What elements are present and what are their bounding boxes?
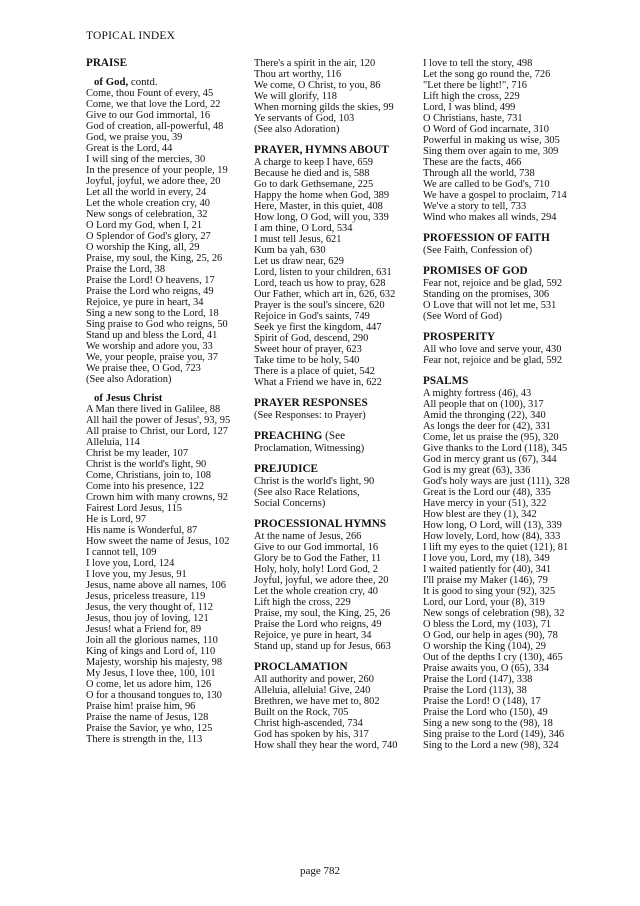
index-entry: Lord, I was blind, 499 — [423, 102, 516, 113]
index-entry: Rejoice in God's saints, 749 — [254, 311, 370, 322]
index-entry: O God, our help in ages (90), 78 — [423, 630, 558, 641]
index-entry: Jesus, priceless treasure, 119 — [86, 591, 206, 602]
index-entry: O worship the King, all, 29 — [86, 242, 200, 253]
index-entry: What a Friend we have in, 622 — [254, 377, 382, 388]
index-entry: Ye servants of God, 103 — [254, 113, 355, 124]
index-entry: Here, Master, in this quiet, 408 — [254, 201, 383, 212]
index-entry: All people that on (100), 317 — [423, 399, 544, 410]
index-entry: Thou art worthy, 116 — [254, 69, 342, 80]
index-entry: Sing to the Lord a new (98), 324 — [423, 740, 559, 751]
entry-list — [254, 674, 419, 751]
index-entry: Sing them over again to me, 309 — [423, 146, 559, 157]
index-entry: I will sing of the mercies, 30 — [86, 154, 206, 165]
index-entry: I love you, my Jesus, 91 — [86, 569, 187, 580]
index-entry: Praise the name of Jesus, 128 — [86, 712, 209, 723]
heading-label: PREACHING — [254, 430, 323, 442]
index-entry: Great is the Lord our (48), 335 — [423, 487, 551, 498]
index-entry: Christ be my leader, 107 — [86, 448, 189, 459]
subheading-of-god — [86, 77, 256, 88]
index-entry: God of creation, all-powerful, 48 — [86, 121, 224, 132]
index-entry: Let the whole creation cry, 40 — [86, 198, 210, 209]
section-heading-preaching — [254, 431, 419, 442]
index-entry: How sweet the name of Jesus, 102 — [86, 536, 230, 547]
index-entry: Have mercy in your (51), 322 — [423, 498, 547, 509]
index-entry: Christ is the world's light, 90 — [254, 476, 375, 487]
index-entry: Majesty, worship his majesty, 98 — [86, 657, 223, 668]
index-entry: (See also Race Relations, — [254, 487, 360, 498]
section-heading-promises-of-god: PROMISES OF GOD — [423, 265, 528, 277]
index-entry: God's holy ways are just (111), 328 — [423, 476, 570, 487]
see-note: (See — [325, 430, 346, 442]
index-entry: Christ high-ascended, 734 — [254, 718, 363, 729]
continued-note: contd. — [130, 76, 158, 88]
index-entry: I lift my eyes to the quiet (121), 81 — [423, 542, 569, 553]
index-entry: Praise the Lord who reigns, 49 — [86, 286, 214, 297]
index-entry: New songs of celebration (98), 32 — [423, 608, 565, 619]
index-column-1 — [86, 58, 256, 745]
index-entry: I waited patiently for (40), 341 — [423, 564, 552, 575]
index-entry: Praise him! praise him, 96 — [86, 701, 196, 712]
index-entry: Praise the Lord who (150), 49 — [423, 707, 548, 718]
index-entry: O Word of God incarnate, 310 — [423, 124, 549, 135]
index-entry: God, we praise you, 39 — [86, 132, 183, 143]
entry-list — [86, 88, 256, 385]
index-entry: Let the song go round the, 726 — [423, 69, 551, 80]
index-entry: Praise the Lord who reigns, 49 — [254, 619, 382, 630]
index-entry: Go to dark Gethsemane, 225 — [254, 179, 374, 190]
entry-list — [86, 404, 256, 745]
index-entry: We are called to be God's, 710 — [423, 179, 550, 190]
index-entry: Let us draw near, 629 — [254, 256, 344, 267]
entry-list — [254, 157, 419, 388]
index-entry: In the presence of your people, 19 — [86, 165, 228, 176]
index-entry: Praise, my soul, the King, 25, 26 — [86, 253, 223, 264]
index-entry: Rejoice, ye pure in heart, 34 — [254, 630, 372, 641]
index-entry: Fear not, rejoice and be glad, 592 — [423, 278, 563, 289]
section-heading-psalms: PSALMS — [423, 375, 469, 387]
index-entry: Brethren, we have met to, 802 — [254, 696, 380, 707]
index-entry: O Splendor of God's glory, 27 — [86, 231, 211, 242]
index-entry: Spirit of God, descend, 290 — [254, 333, 369, 344]
index-entry: (See also Adoration) — [86, 374, 172, 385]
index-entry: Praise the Lord, 38 — [86, 264, 166, 275]
entry-list — [423, 245, 588, 256]
index-entry: Jesus, the very thought of, 112 — [86, 602, 213, 613]
section-heading-prayer: PRAYER, HYMNS ABOUT — [254, 144, 389, 156]
index-entry: We come, O Christ, to you, 86 — [254, 80, 381, 91]
index-entry: Give to our God immortal, 16 — [86, 110, 211, 121]
entry-list — [423, 388, 588, 751]
index-entry: Proclamation, Witnessing) — [254, 443, 365, 454]
index-column-2 — [254, 58, 419, 751]
index-entry: Sing a new song to the (98), 18 — [423, 718, 553, 729]
index-entry: He is Lord, 97 — [86, 514, 147, 525]
index-entry: Kum ba yah, 630 — [254, 245, 326, 256]
index-entry: Joyful, joyful, we adore thee, 20 — [86, 176, 221, 187]
section-heading-processional-hymns: PROCESSIONAL HYMNS — [254, 518, 387, 530]
entry-list — [254, 410, 419, 421]
index-entry: Jesus, name above all names, 106 — [86, 580, 226, 591]
index-entry: Wind who makes all winds, 294 — [423, 212, 557, 223]
index-entry: Stand up and bless the Lord, 41 — [86, 330, 218, 341]
index-entry: Prayer is the soul's sincere, 620 — [254, 300, 385, 311]
index-entry: I love you, Lord, 124 — [86, 558, 175, 569]
section-heading-praise: PRAISE — [86, 57, 128, 69]
index-entry: It is good to sing your (92), 325 — [423, 586, 556, 597]
index-entry: As longs the deer for (42), 331 — [423, 421, 551, 432]
index-entry: My Jesus, I love thee, 100, 101 — [86, 668, 216, 679]
index-entry: Sing praise to the Lord (149), 346 — [423, 729, 565, 740]
index-entry: How blest are they (1), 342 — [423, 509, 537, 520]
index-entry: King of kings and Lord of, 110 — [86, 646, 216, 657]
page-number: page 782 — [299, 865, 340, 877]
index-entry: All authority and power, 260 — [254, 674, 374, 685]
index-entry: Praise the Lord! O heavens, 17 — [86, 275, 215, 286]
index-entry: Come, let us praise the (95), 320 — [423, 432, 559, 443]
entry-list — [254, 443, 419, 454]
index-entry: His name is Wonderful, 87 — [86, 525, 198, 536]
subheading-label: of God, — [94, 76, 129, 88]
index-entry: (See Word of God) — [423, 311, 502, 322]
index-entry: All who love and serve your, 430 — [423, 344, 562, 355]
index-entry: Come, thou Fount of every, 45 — [86, 88, 214, 99]
index-entry: O Lord my God, when I, 21 — [86, 220, 203, 231]
index-entry: I cannot tell, 109 — [86, 547, 157, 558]
index-entry: O bless the Lord, my (103), 71 — [423, 619, 552, 630]
index-entry: Through all the world, 738 — [423, 168, 535, 179]
index-entry: We, your people, praise you, 37 — [86, 352, 218, 363]
index-entry: How lovely, Lord, how (84), 333 — [423, 531, 561, 542]
index-entry: I love to tell the story, 498 — [423, 58, 533, 69]
section-heading-prejudice: PREJUDICE — [254, 463, 319, 475]
index-entry: Christ is the world's light, 90 — [86, 459, 207, 470]
index-entry: God has spoken by his, 317 — [254, 729, 369, 740]
index-entry: There's a spirit in the air, 120 — [254, 58, 376, 69]
index-entry: God is my great (63), 336 — [423, 465, 531, 476]
index-entry: Social Concerns) — [254, 498, 326, 509]
index-entry: Our Father, which art in, 626, 632 — [254, 289, 396, 300]
section-heading-prayer-responses: PRAYER RESPONSES — [254, 397, 368, 409]
index-entry: O for a thousand tongues to, 130 — [86, 690, 222, 701]
index-entry: Great is the Lord, 44 — [86, 143, 173, 154]
index-entry: Joyful, joyful, we adore thee, 20 — [254, 575, 389, 586]
entry-list — [254, 531, 419, 652]
index-entry: "Let there be light!", 716 — [423, 80, 527, 91]
index-entry: Built on the Rock, 705 — [254, 707, 349, 718]
index-entry: When morning gilds the skies, 99 — [254, 102, 394, 113]
index-entry: Let the whole creation cry, 40 — [254, 586, 378, 597]
index-entry: Come into his presence, 122 — [86, 481, 205, 492]
index-entry: O Christians, haste, 731 — [423, 113, 523, 124]
entry-list — [423, 278, 588, 322]
index-entry: Happy the home when God, 389 — [254, 190, 390, 201]
entry-list — [254, 476, 419, 509]
index-entry: Alleluia, 114 — [86, 437, 140, 448]
index-entry: All hail the power of Jesus', 93, 95 — [86, 415, 231, 426]
index-entry: Jesus, thou joy of loving, 121 — [86, 613, 209, 624]
index-entry: Out of the depths I cry (130), 465 — [423, 652, 563, 663]
index-entry: Praise the Lord (147), 338 — [423, 674, 533, 685]
index-entry: Powerful in making us wise, 305 — [423, 135, 560, 146]
index-entry: Praise the Savior, ye who, 125 — [86, 723, 213, 734]
entry-list — [423, 58, 588, 223]
index-entry: Alleluia, alleluia! Give, 240 — [254, 685, 371, 696]
index-entry: We praise thee, O God, 723 — [86, 363, 201, 374]
index-entry: Sing praise to God who reigns, 50 — [86, 319, 228, 330]
index-entry: Crown him with many crowns, 92 — [86, 492, 228, 503]
index-entry: There is strength in the, 113 — [86, 734, 203, 745]
index-entry: (See Responses: to Prayer) — [254, 410, 366, 421]
index-column-3 — [423, 58, 588, 751]
index-entry: Rejoice, ye pure in heart, 34 — [86, 297, 204, 308]
index-entry: Take time to be holy, 540 — [254, 355, 360, 366]
index-entry: Standing on the promises, 306 — [423, 289, 550, 300]
index-entry: I love you, Lord, my (18), 349 — [423, 553, 550, 564]
index-entry: Sweet hour of prayer, 623 — [254, 344, 362, 355]
index-entry: I'll praise my Maker (146), 79 — [423, 575, 548, 586]
index-entry: Let all the world in every, 24 — [86, 187, 207, 198]
index-entry: Join all the glorious names, 110 — [86, 635, 218, 646]
index-entry: Praise, my soul, the King, 25, 26 — [254, 608, 391, 619]
index-entry: Amid the thronging (22), 340 — [423, 410, 546, 421]
index-entry: All praise to Christ, our Lord, 127 — [86, 426, 228, 437]
index-entry: Give thanks to the Lord (118), 345 — [423, 443, 568, 454]
index-entry: Fairest Lord Jesus, 115 — [86, 503, 183, 514]
index-entry: We've a story to tell, 733 — [423, 201, 527, 212]
index-entry: There is a place of quiet, 542 — [254, 366, 375, 377]
index-entry: How long, O God, will you, 339 — [254, 212, 389, 223]
index-entry: Fear not, rejoice and be glad, 592 — [423, 355, 563, 366]
index-entry: O come, let us adore him, 126 — [86, 679, 212, 690]
section-heading-profession-of-faith: PROFESSION OF FAITH — [423, 232, 550, 244]
index-entry: O worship the King (104), 29 — [423, 641, 546, 652]
index-entry: Praise awaits you, O (65), 334 — [423, 663, 550, 674]
index-entry: Come, Christians, join to, 108 — [86, 470, 211, 481]
index-entry: Glory be to God the Father, 11 — [254, 553, 382, 564]
index-entry: We have a gospel to proclaim, 714 — [423, 190, 567, 201]
index-entry: New songs of celebration, 32 — [86, 209, 208, 220]
index-entry: Sing a new song to the Lord, 18 — [86, 308, 219, 319]
index-entry: Lord, listen to your children, 631 — [254, 267, 392, 278]
index-entry: Holy, holy, holy! Lord God, 2 — [254, 564, 378, 575]
index-entry: God in mercy grant us (67), 344 — [423, 454, 557, 465]
index-entry: At the name of Jesus, 266 — [254, 531, 362, 542]
index-entry: Lift high the cross, 229 — [423, 91, 520, 102]
index-entry: These are the facts, 466 — [423, 157, 522, 168]
index-entry: Lift high the cross, 229 — [254, 597, 351, 608]
index-entry: We will glorify, 118 — [254, 91, 337, 102]
index-entry: (See Faith, Confession of) — [423, 245, 533, 256]
index-entry: A Man there lived in Galilee, 88 — [86, 404, 221, 415]
index-entry: How long, O Lord, will (13), 339 — [423, 520, 562, 531]
subheading-of-jesus-christ: of Jesus Christ — [94, 392, 163, 404]
index-entry: How shall they hear the word, 740 — [254, 740, 398, 751]
index-entry: (See also Adoration) — [254, 124, 340, 135]
index-entry: A charge to keep I have, 659 — [254, 157, 373, 168]
entry-list — [423, 344, 588, 366]
index-entry: Come, we that love the Lord, 22 — [86, 99, 221, 110]
index-entry: Give to our God immortal, 16 — [254, 542, 379, 553]
index-entry: I must tell Jesus, 621 — [254, 234, 342, 245]
index-entry: O Love that will not let me, 531 — [423, 300, 557, 311]
page-header: TOPICAL INDEX — [86, 30, 176, 42]
entry-list — [254, 58, 419, 135]
index-entry: Lord, our Lord, your (8), 319 — [423, 597, 545, 608]
index-entry: I am thine, O Lord, 534 — [254, 223, 353, 234]
index-entry: Praise the Lord (113), 38 — [423, 685, 527, 696]
index-entry: We worship and adore you, 33 — [86, 341, 213, 352]
index-entry: Stand up, stand up for Jesus, 663 — [254, 641, 391, 652]
index-entry: Praise the Lord! O (148), 17 — [423, 696, 541, 707]
index-entry: A mighty fortress (46), 43 — [423, 388, 532, 399]
index-entry: Seek ye first the kingdom, 447 — [254, 322, 382, 333]
index-entry: Jesus! what a Friend for, 89 — [86, 624, 202, 635]
section-heading-prosperity: PROSPERITY — [423, 331, 496, 343]
index-entry: Lord, teach us how to pray, 628 — [254, 278, 386, 289]
index-entry: Because he died and is, 588 — [254, 168, 370, 179]
section-heading-proclamation: PROCLAMATION — [254, 661, 348, 673]
